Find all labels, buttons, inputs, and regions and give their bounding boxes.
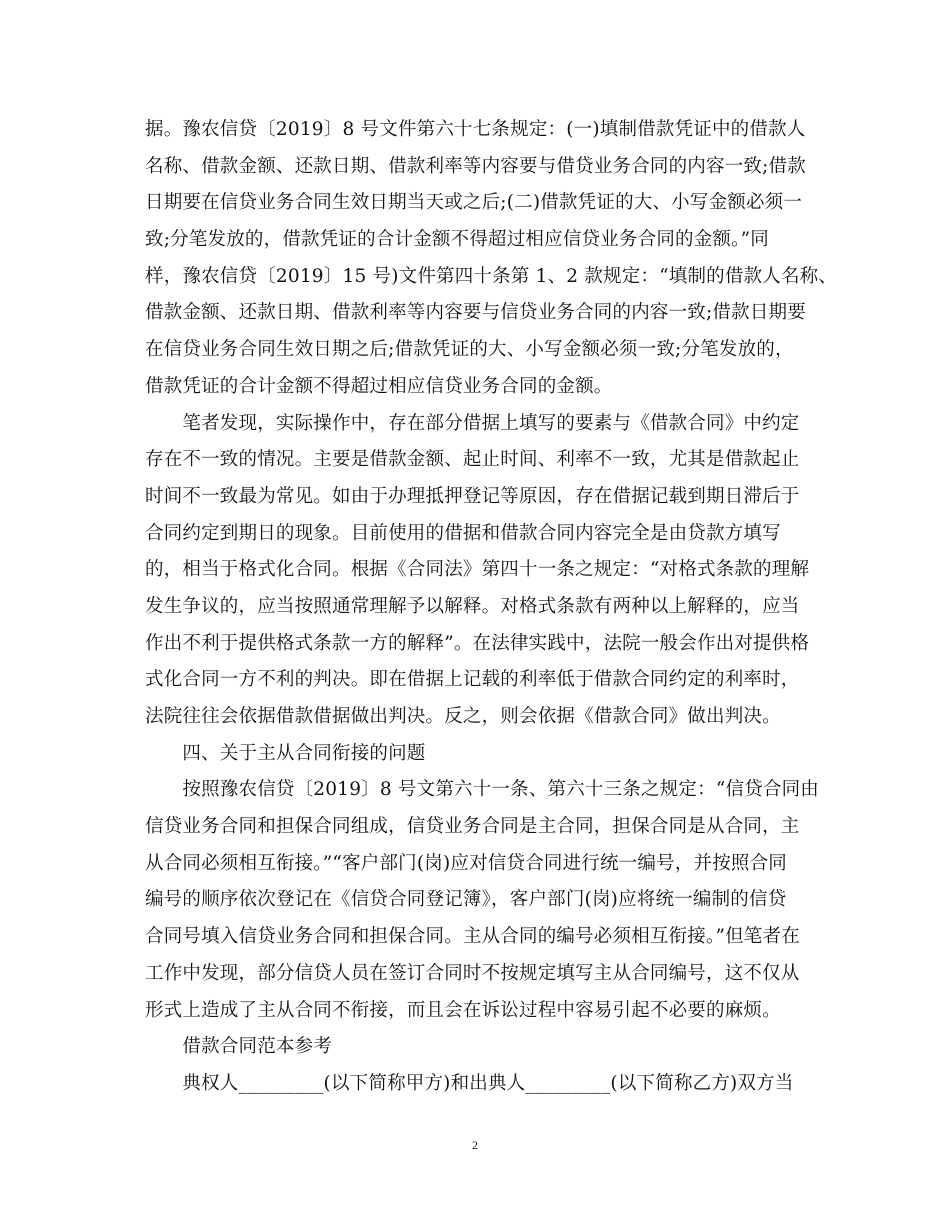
text-line: 编号的顺序依次登记在《信贷合同登记簿》，客户部门(岗)应将统一编制的信贷: [145, 889, 787, 911]
text-line: 从合同必须相互衔接。”“客户部门(岗)应对信贷合同进行统一编号，并按照合同: [145, 852, 788, 874]
text-line: 在信贷业务合同生效日期之后;借款凭证的大、小写金额必须一致;分笔发放的，: [145, 339, 794, 361]
text-line: 工作中发现，部分信贷人员在签订合同时不按规定填写主从合同编号，这不仅从: [145, 962, 800, 984]
text-line: 借款凭证的合计金额不得超过相应信贷业务合同的金额。: [145, 375, 613, 397]
text-line: 形式上造成了主从合同不衔接，而且会在诉讼过程中容易引起不必要的麻烦。: [145, 999, 781, 1021]
document-body: [145, 112, 838, 1103]
text-line: 笔者发现，实际操作中，存在部分借据上填写的要素与《借款合同》中约定: [145, 412, 800, 434]
text-line: 合同约定到期日的现象。目前使用的借据和借款合同内容完全是由贷款方填写: [145, 522, 781, 544]
text-line: 的，相当于格式化合同。根据《合同法》第四十一条之规定：“对格式条款的理解: [145, 559, 810, 581]
text-line: 借款金额、还款日期、借款利率等内容要与信贷业务合同的内容一致;借款日期要: [145, 302, 806, 324]
page-number: 2: [472, 1138, 478, 1152]
text-line: 时间不一致最为常见。如由于办理抵押登记等原因，存在借据记载到期日滞后于: [145, 485, 800, 507]
text-line: 合同号填入信贷业务合同和担保合同。主从合同的编号必须相互衔接。”但笔者在: [145, 926, 800, 948]
text-line: 信贷业务合同和担保合同组成，信贷业务合同是主合同，担保合同是从合同，主: [145, 816, 800, 838]
text-line: 作出不利于提供格式条款一方的解释”。在法律实践中，法院一般会作出对提供格: [145, 632, 810, 654]
text-line: 日期要在信贷业务合同生效日期当天或之后;(二)借款凭证的大、小写金额必须一: [145, 192, 803, 214]
text-line: 典权人_________(以下简称甲方)和出典人_________(以下简称乙方)双方当: [145, 1072, 794, 1094]
text-line: 法院往往会依据借款借据做出判决。反之，则会依据《借款合同》做出判决。: [145, 706, 781, 727]
text-line: 据。豫农信贷〔2019〕8 号文件第六十七条规定：(一)填制借款凭证中的借款人: [145, 119, 806, 140]
section-heading: 四、关于主从合同衔接的问题: [145, 742, 426, 764]
text-line: 名称、借款金额、还款日期、借款利率等内容要与借贷业务合同的内容一致;借款: [145, 155, 806, 177]
text-line: 发生争议的，应当按照通常理解予以解释。对格式条款有两种以上解释的，应当: [145, 595, 800, 617]
text-line: 存在不一致的情况。主要是借款金额、起止时间、利率不一致，尤其是借款起止: [145, 449, 800, 471]
text-line: 式化合同一方不利的判决。即在借据上记载的利率低于借款合同约定的利率时，: [145, 669, 800, 691]
text-line: 样，豫农信贷〔2019〕15 号)文件第四十条第 1、2 款规定：“填制的借款人名称、: [145, 265, 838, 287]
text-line: 按照豫农信贷〔2019〕8 号文第六十一条、第六十三条之规定：“信贷合同由: [145, 779, 819, 801]
text-line: 致;分笔发放的，借款凭证的合计金额不得超过相应信贷业务合同的金额。”同: [145, 229, 769, 251]
section-heading: 借款合同范本参考: [145, 1036, 333, 1058]
